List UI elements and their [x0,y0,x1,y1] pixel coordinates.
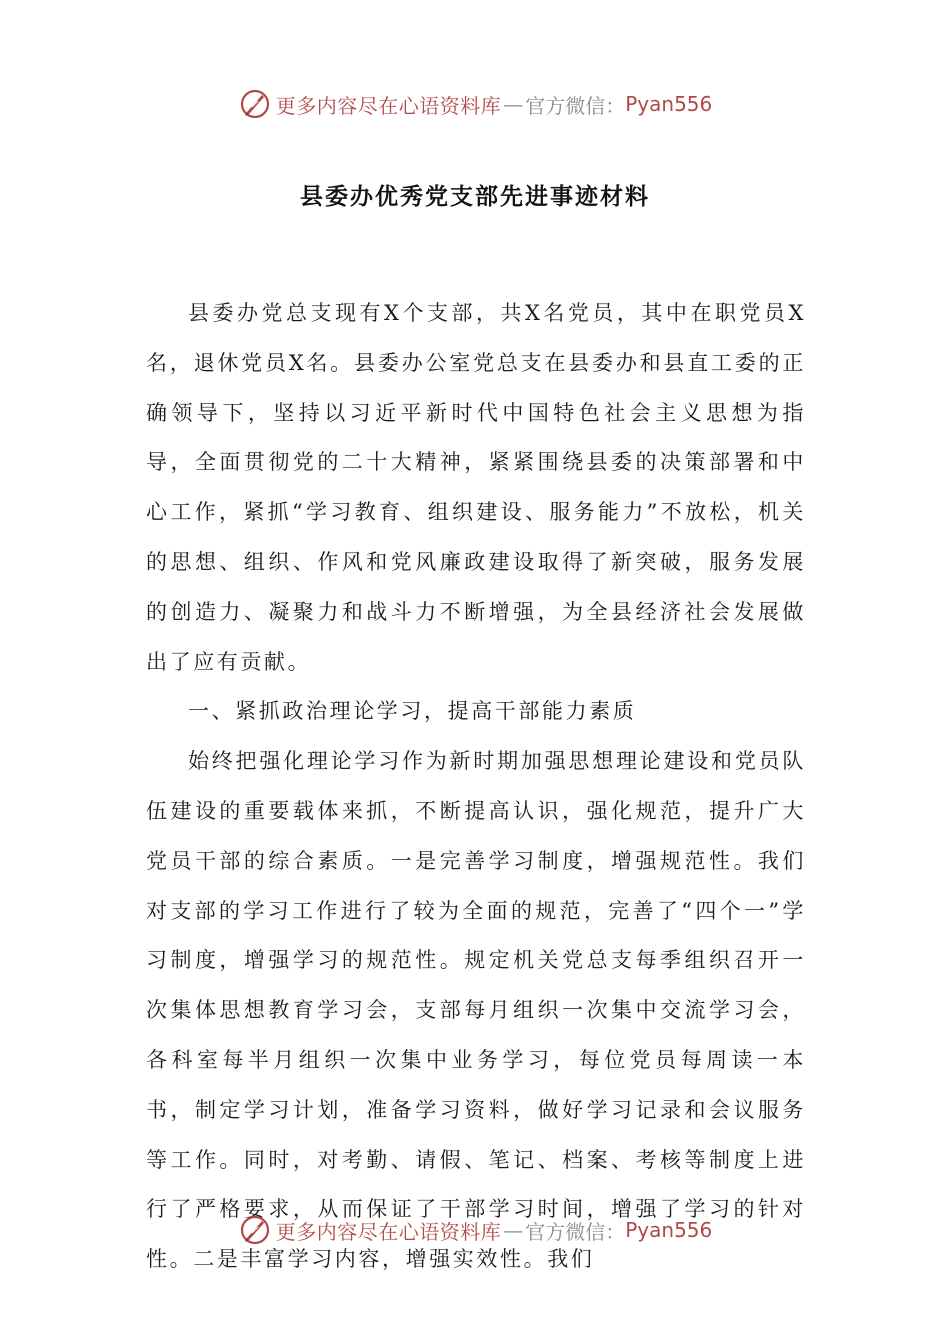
section-paragraph: 始终把强化理论学习作为新时期加强思想理论建设和党员队伍建设的重要载体来抓，不断提高认识，强化规范，提升广大党员干部的综合素质。一是完善学习制度，增强规范性。我们对支部的学习工作进行了较为全面的规范，完善了“四个一”学习制度，增强学习的规范性。规定机关党总支每季组织召开一次集体思想教育学习会，支部每月组织一次集中交流学习会，各科室每半月组织一次集中业务学习，每位党员每周读一本书，制定学习计划，准备学习资料，做好学习记录和会议服务等工作。同时，对考勤、请假、笔记、档案、考核等制度上进行了严格要求，从而保证了干部学习时间，增强了学习的针对性。二是丰富学习内容，增强实效性。我们 [146,749,806,1272]
watermark-separator: — [503,1218,524,1242]
watermark-label: 官方微信： [525,93,626,118]
footer-watermark [0,1210,950,1250]
document-body [146,289,806,1285]
watermark-brand: 更多内容尽在心语资料库 [275,1219,502,1244]
watermark-label: 官方微信： [525,1219,626,1244]
document-title: 县委办优秀党支部先进事迹材料 [300,183,650,210]
watermark-account: Pyan556 [625,1218,713,1242]
watermark-separator: — [503,92,524,116]
watermark-account: Pyan556 [625,92,713,116]
quill-pen-logo-icon [238,87,272,121]
section-heading: 一、紧抓政治理论学习，提高干部能力素质 [188,699,637,724]
intro-paragraph: 县委办党总支现有X个支部，共X名党员，其中在职党员X名，退休党员X名。县委办公室党总支在县委办和县直工委的正确领导下，坚持以习近平新时代中国特色社会主义思想为指导，全面贯彻党的二十大精神，紧紧围绕县委的决策部署和中心工作，紧抓“学习教育、组织建设、服务能力”不放松，机关的思想、组织、作风和党风廉政建设取得了新突破，服务发展的创造力、凝聚力和战斗力不断增强，为全县经济社会发展做出了应有贡献。 [146,301,806,674]
quill-pen-logo-icon [238,1213,272,1247]
watermark-brand: 更多内容尽在心语资料库 [275,93,502,118]
header-watermark [0,84,950,124]
